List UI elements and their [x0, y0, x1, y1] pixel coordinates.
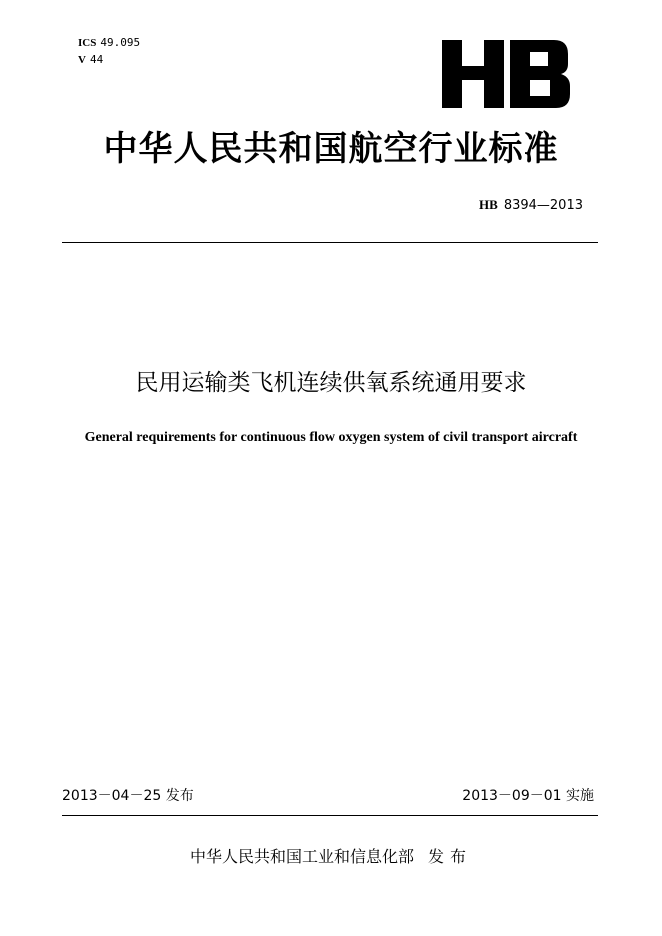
document-title-chinese: 民用运输类飞机连续供氧系统通用要求 [135, 370, 527, 396]
ccs-label: V [78, 54, 86, 66]
ics-code [78, 36, 140, 50]
ccs-code [78, 53, 103, 67]
publisher [0, 846, 662, 868]
publisher-action: 发布 [428, 847, 473, 866]
hb-logo [442, 40, 570, 108]
implementation-date: 2013－09－01 实施 [462, 788, 594, 804]
standard-number-value: 8394—2013 [503, 198, 583, 213]
standard-number [479, 197, 583, 213]
issue-date: 2013－04－25 发布 [62, 788, 194, 804]
standard-title: 中华人民共和国航空行业标准 [103, 129, 559, 169]
document-title-english: General requirements for continuous flow oxygen system of civil transport aircraft [84, 430, 578, 445]
bottom-divider [62, 815, 598, 816]
standard-prefix: HB [479, 197, 498, 212]
ics-label: ICS [78, 37, 97, 49]
ccs-value: 44 [89, 53, 104, 66]
publisher-name: 中华人民共和国工业和信息化部 [189, 847, 414, 866]
ics-value: 49.095 [100, 36, 141, 49]
top-divider [62, 242, 598, 243]
